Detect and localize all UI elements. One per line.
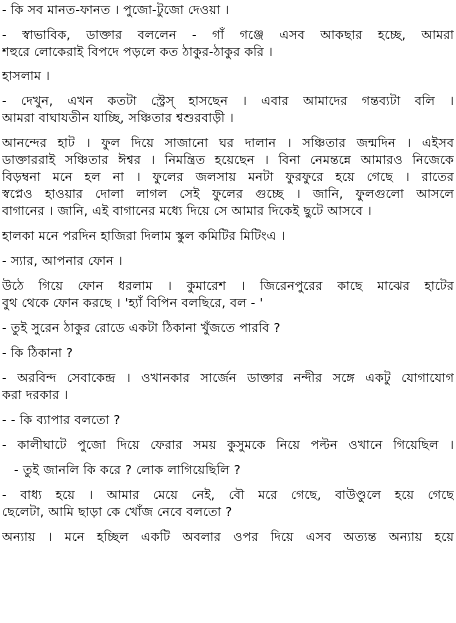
text-line: স্বপ্নেও হাওয়ার দোলা লাগল সেই ফুলের গুচ্ছে । জানি, ফুলগুলো আসলে: [2, 186, 454, 201]
text-line: অন্যায় । মনে হচ্ছিল একটি অবলার ওপর দিয়ে এসব অত্যন্ত অন্যায় হয়ে: [2, 529, 454, 544]
text-line: বিড়ম্বনা মনে হল না । ফুলের জলসায় মনটা ফুরফুরে হয়ে গেছে । রাতের: [2, 169, 454, 184]
text-line: বুথ থেকে ফোন করছে । 'হ্যাঁ বিপিন বলছিরে, বল - ': [2, 295, 264, 310]
text-line: করা দরকার ।: [2, 387, 69, 402]
text-line: - তুই জানলি কি করে ? লোক লাগিয়েছিলি ?: [14, 462, 241, 477]
text-line: উঠে গিয়ে ফোন ধরলাম । কুমারেশ । জিরেনপুরের কাছে মাঝের হাটের: [2, 278, 454, 293]
text-line: - - কি ব্যাপার বলতো ?: [2, 412, 121, 427]
text-line: - কি ঠিকানা ?: [2, 345, 73, 360]
text-line: আমরা বাঘাযতীন যাচ্ছি, সঞ্চিতার শ্বশুরবাড়ী ।: [2, 110, 234, 125]
text-line: - স্বাভাবিক, ডাক্তার বললেন - গাঁ গঞ্জে এসব আকছার হচ্ছে, আমরা: [2, 27, 454, 42]
text-line: ছেলেটা, আমি ছাড়া কে খোঁজ নেবে বলতো ?: [2, 504, 233, 519]
text-line: আনন্দের হাট । ফুল দিয়ে সাজানো ঘর দালান । সঞ্চিতার জন্মদিন । এইসব: [2, 135, 454, 150]
text-line: - স্যার, আপনার ফোন ।: [2, 253, 123, 268]
text-line: শহুরে লোকেরাই বিপদে পড়লে কত ঠাকুর-ঠাকুর করি ।: [2, 44, 273, 59]
text-line: হাসলাম ।: [2, 68, 50, 83]
text-line: বাগানের । জানি, এই বাগানের মধ্যে দিয়ে সে আমার দিকেই ছুটে আসবে ।: [2, 203, 372, 218]
text-line: - অরবিন্দ সেবাকেন্দ্র । ওখানকার সার্জেন ডাক্তার নন্দীর সঙ্গে একটু যোগাযোগ: [2, 370, 454, 385]
text-line: ডাক্তাররাই সঞ্চিতার ঈশ্বর । নিমন্ত্রিত হয়েছেন । বিনা নেমন্তন্নে আমারও নিজেকে: [2, 152, 454, 167]
text-line: হালকা মনে পরদিন হাজিরা দিলাম স্কুল কমিটির মিটিংএ ।: [2, 228, 286, 243]
text-line: - বাধ্য হয়ে । আমার মেয়ে নেই, বৌ মরে গেছে, বাউণ্ডুলে হয়ে গেছে: [2, 487, 454, 502]
text-line: - কি সব মানত-ফানত । পুজো-টুজো দেওয়া ।: [2, 2, 230, 17]
text-line: - তুই সুরেন ঠাকুর রোডে একটা ঠিকানা খুঁজতে পারবি ?: [2, 320, 281, 335]
text-line: - দেখুন, এখন কতটা স্ট্রেস্ হাসছেন । এবার আমাদের গন্তব্যটা বলি ।: [2, 93, 454, 108]
text-line: - কালীঘাটে পুজো দিয়ে ফেরার সময় কুসুমকে নিয়ে পল্টন ওখানে গিয়েছিল ।: [2, 437, 454, 452]
